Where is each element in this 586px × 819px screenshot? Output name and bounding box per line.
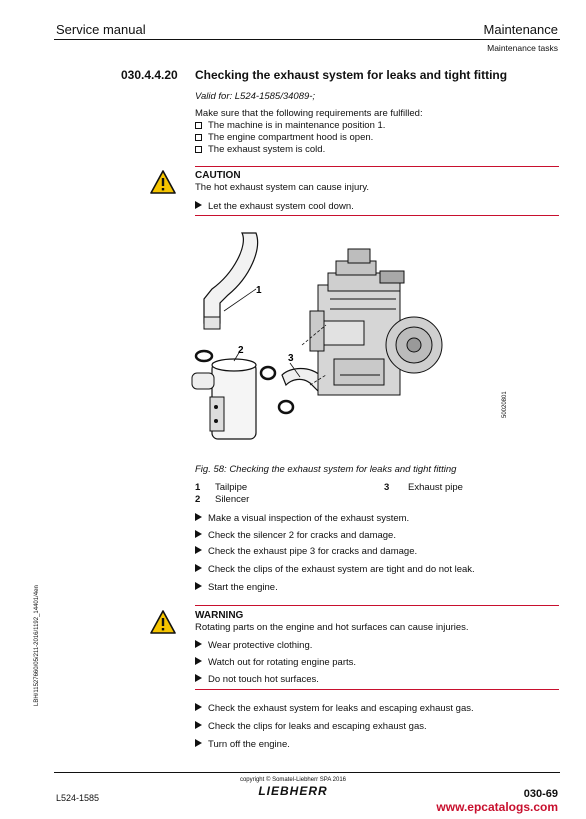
checkbox-icon: [195, 122, 202, 129]
warning-text: Rotating parts on the engine and hot surfaces can cause injuries.: [195, 622, 469, 633]
valid-for: Valid for: L524-1585/34089-;: [195, 91, 316, 102]
callout-1: 1: [256, 285, 262, 296]
step-item: Make a visual inspection of the exhaust system.: [195, 513, 409, 524]
step-item: Turn off the engine.: [195, 739, 290, 750]
bullet-arrow-icon: [195, 513, 202, 521]
bullet-arrow-icon: [195, 703, 202, 711]
caution-top-rule: [195, 166, 559, 167]
header-subtitle: Maintenance tasks: [487, 43, 558, 53]
caution-action: Let the exhaust system cool down.: [195, 201, 354, 212]
checkbox-icon: [195, 134, 202, 141]
bullet-arrow-icon: [195, 657, 202, 665]
bullet-arrow-icon: [195, 564, 202, 572]
bullet-arrow-icon: [195, 739, 202, 747]
figure-caption: Fig. 58: Checking the exhaust system for leaks and tight fitting: [195, 464, 457, 475]
callout-3: 3: [288, 353, 294, 364]
legend-number: 1: [195, 482, 201, 493]
warning-triangle-icon: [150, 610, 176, 634]
legend-label: Silencer: [215, 494, 250, 505]
caution-title: CAUTION: [195, 170, 241, 181]
bullet-arrow-icon: [195, 674, 202, 682]
step-item: Check the exhaust pipe 3 for cracks and damage.: [195, 546, 417, 557]
document-side-id: LBH/11527660/05/211-2016/1192_14401/4en: [34, 585, 40, 706]
warning-bottom-rule: [195, 689, 559, 690]
warning-action: Watch out for rotating engine parts.: [195, 657, 356, 668]
section-title: Checking the exhaust system for leaks and tight fitting: [195, 68, 508, 82]
requirement-item: The exhaust system is cold.: [195, 144, 325, 155]
header-right-title: Maintenance: [483, 22, 558, 37]
bullet-arrow-icon: [195, 546, 202, 554]
footer-divider: [54, 772, 560, 773]
legend-label: Exhaust pipe: [408, 482, 463, 493]
requirement-item: The machine is in maintenance position 1.: [195, 120, 385, 131]
bullet-arrow-icon: [195, 530, 202, 538]
section-number: 030.4.4.20: [121, 68, 178, 82]
bullet-arrow-icon: [195, 640, 202, 648]
caution-bottom-rule: [195, 215, 559, 216]
warning-action: Wear protective clothing.: [195, 640, 312, 651]
legend-label: Tailpipe: [215, 482, 248, 493]
warning-triangle-icon: [150, 170, 176, 194]
warning-title: WARNING: [195, 610, 244, 621]
header-left-title: Service manual: [56, 22, 146, 37]
step-item: Start the engine.: [195, 582, 278, 593]
checkbox-icon: [195, 146, 202, 153]
warning-top-rule: [195, 605, 559, 606]
legend-number: 2: [195, 494, 201, 505]
footer-copyright: copyright © Somatel-Liebherr SPA 2016: [239, 777, 347, 783]
step-item: Check the clips for leaks and escaping exhaust gas.: [195, 721, 427, 732]
bullet-arrow-icon: [195, 721, 202, 729]
liebherr-logo: LIEBHERR: [258, 784, 328, 798]
page-number: 030-69: [523, 788, 558, 800]
footer-model: L524-1585: [56, 793, 100, 803]
bullet-arrow-icon: [195, 201, 202, 209]
step-item: Check the clips of the exhaust system are tight and do not leak.: [195, 564, 475, 575]
header-divider: [54, 39, 560, 40]
bullet-arrow-icon: [195, 582, 202, 590]
step-item: Check the exhaust system for leaks and escaping exhaust gas.: [195, 703, 474, 714]
legend-number: 3: [384, 482, 390, 493]
requirements-intro: Make sure that the following requirements are fulfilled:: [195, 108, 423, 119]
exhaust-system-figure: [190, 225, 530, 455]
warning-action: Do not touch hot surfaces.: [195, 674, 319, 685]
callout-2: 2: [238, 345, 244, 356]
watermark-link[interactable]: www.epcatalogs.com: [436, 800, 558, 814]
figure-id: 50020801: [502, 391, 508, 418]
step-item: Check the silencer 2 for cracks and damage.: [195, 530, 396, 541]
requirement-item: The engine compartment hood is open.: [195, 132, 373, 143]
caution-text: The hot exhaust system can cause injury.: [195, 182, 370, 193]
